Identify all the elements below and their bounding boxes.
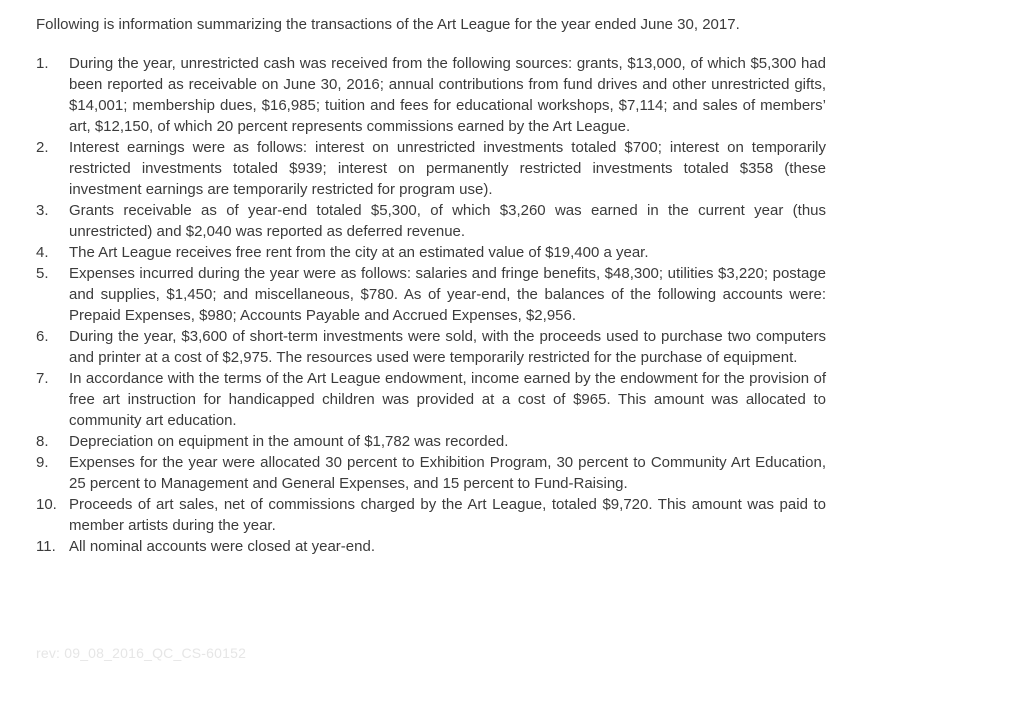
list-item — [36, 242, 826, 263]
list-item — [36, 452, 826, 494]
item-text: Expenses for the year were allocated 30 percent to Exhibition Program, 30 percent to Community Art Education, 25 percent to Management and General Expenses, and 15 percent to Fund-Raising. — [69, 454, 826, 492]
item-text: During the year, $3,600 of short-term investments were sold, with the proceeds used to purchase two computers and printer at a cost of $2,975. The resources used were temporarily restricted for the purchase of equipment. — [69, 328, 826, 366]
item-text: Grants receivable as of year-end totaled $5,300, of which $3,260 was earned in the current year (thus unrestricted) and $2,040 was reported as deferred revenue. — [69, 202, 826, 240]
list-item — [36, 536, 826, 557]
item-text: Interest earnings were as follows: interest on unrestricted investments totaled $700; interest on temporarily restricted investments totaled $939; interest on permanently restricted investments totaled $358 (these investment earnings are temporarily restricted for program use). — [69, 139, 826, 198]
intro-paragraph: Following is information summarizing the transactions of the Art League for the year ended June 30, 2017. — [36, 16, 740, 33]
revision-stamp: rev: 09_08_2016_QC_CS-60152 — [36, 645, 247, 661]
item-text: During the year, unrestricted cash was received from the following sources: grants, $13,000, of which $5,300 had been reported as receivable on June 30, 2016; annual contributions from fund drives and other unrestricted gifts, $14,001; membership dues, $16,985; tuition and fees for educational workshops, $7,114; and sales of members’ art, $12,150, of which 20 percent represents commissions earned by the Art League. — [69, 55, 826, 135]
item-number: 6. — [36, 328, 49, 345]
list-item — [36, 431, 826, 452]
item-text: Proceeds of art sales, net of commissions charged by the Art League, totaled $9,720. This amount was paid to member artists during the year. — [69, 496, 826, 534]
list-item — [36, 368, 826, 431]
list-item — [36, 263, 826, 326]
list-item — [36, 137, 826, 200]
item-number: 1. — [36, 55, 49, 72]
list-item — [36, 200, 826, 242]
item-number: 11. — [36, 538, 56, 555]
item-number: 2. — [36, 139, 49, 156]
item-text: Depreciation on equipment in the amount of $1,782 was recorded. — [69, 433, 509, 450]
item-number: 9. — [36, 454, 49, 471]
item-number: 10. — [36, 496, 57, 513]
transaction-list — [36, 53, 826, 557]
item-number: 3. — [36, 202, 49, 219]
item-number: 4. — [36, 244, 49, 261]
list-item — [36, 494, 826, 536]
list-item — [36, 53, 826, 137]
item-text: The Art League receives free rent from the city at an estimated value of $19,400 a year. — [69, 244, 649, 261]
item-text: Expenses incurred during the year were as follows: salaries and fringe benefits, $48,300; utilities $3,220; postage and supplies, $1,450; and miscellaneous, $780. As of year-end, the balances of the following accounts were: Prepaid Expenses, $980; Accounts Payable and Accrued Expenses, $2,956. — [69, 265, 826, 324]
item-text: All nominal accounts were closed at year-end. — [69, 538, 375, 555]
item-text: In accordance with the terms of the Art League endowment, income earned by the endowment for the provision of free art instruction for handicapped children was provided at a cost of $965. This amount was allocated to community art education. — [69, 370, 826, 429]
item-number: 8. — [36, 433, 49, 450]
document-body — [36, 14, 826, 557]
item-number: 5. — [36, 265, 49, 282]
list-item — [36, 326, 826, 368]
item-number: 7. — [36, 370, 49, 387]
